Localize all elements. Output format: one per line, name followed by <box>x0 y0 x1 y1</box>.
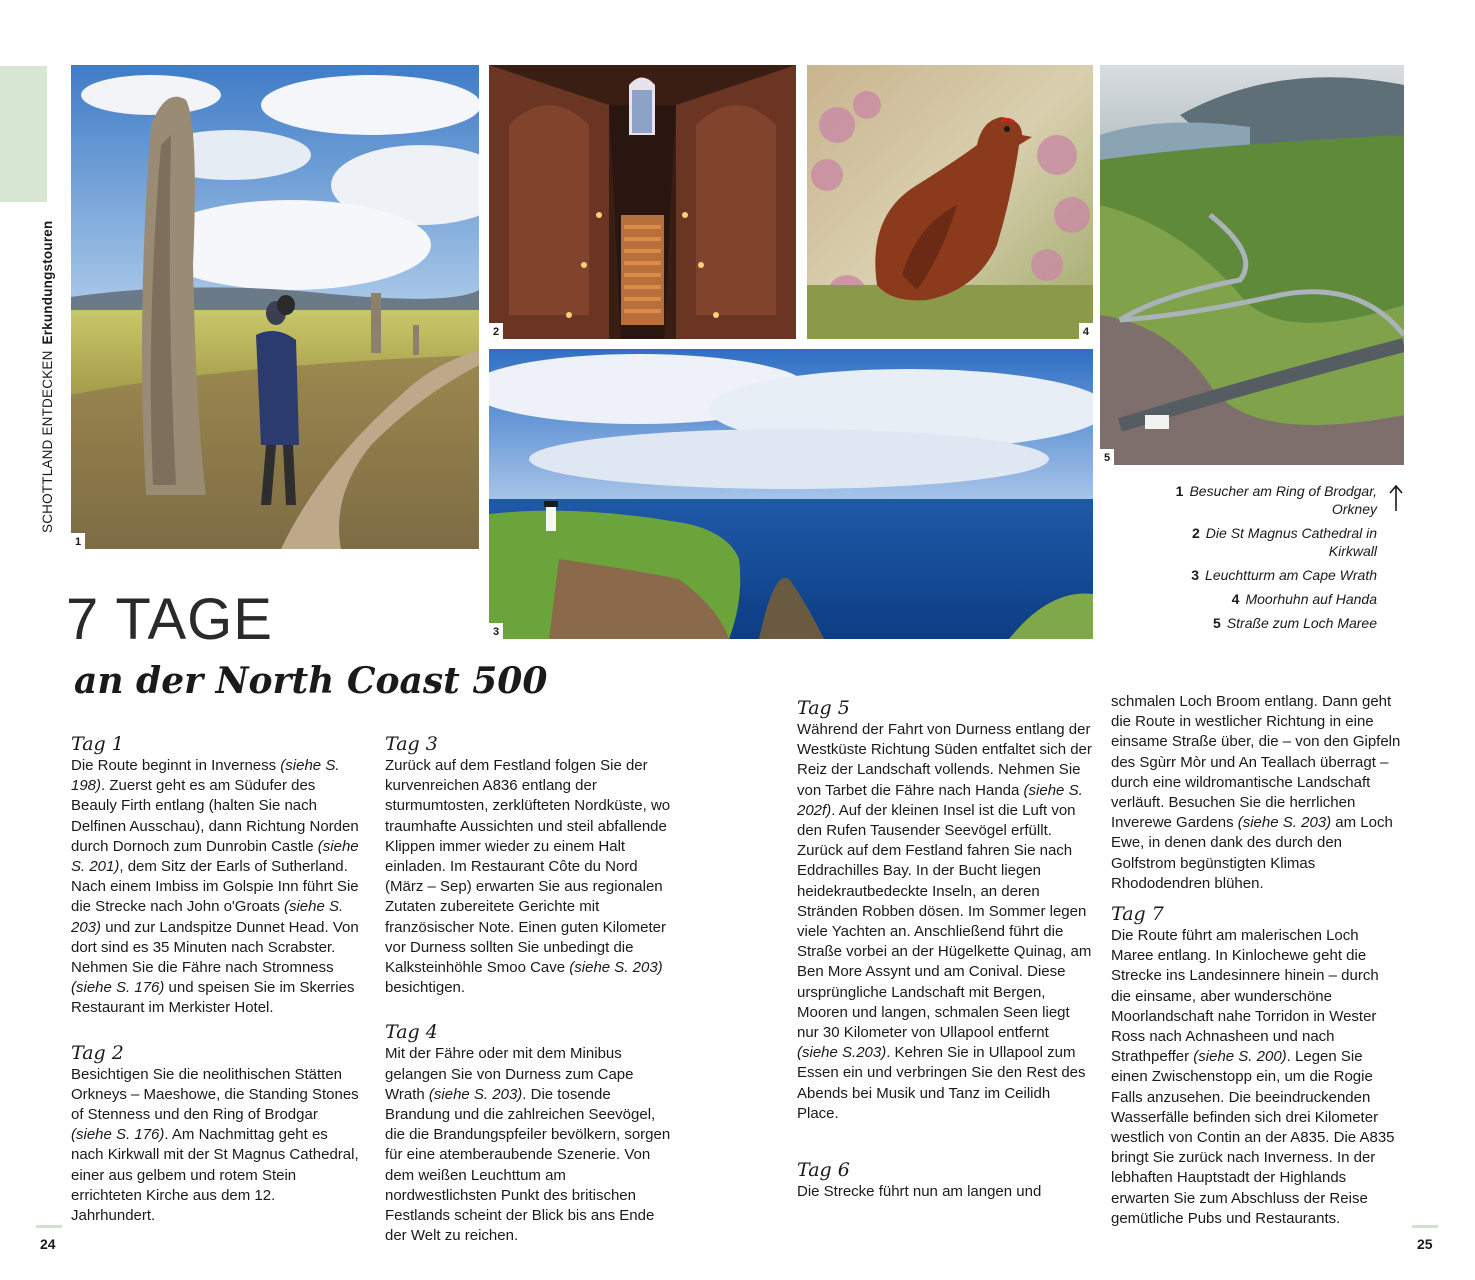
day-text: Besichtigen Sie die neolithischen Stätten Orkneys – Maeshowe, die Standing Stones of Stenness und den Ring of Brodgar (siehe S. 176). Am Nachmittag geht es nach Kirkwall mit der St Magnus Cathedral, einer aus gelbem und rotem Stein errichteten Kirche aus dem 12. Jahrhundert. <box>71 1065 359 1225</box>
column-4-top <box>1111 692 1401 894</box>
day-text: Die Route beginnt in Inverness (siehe S. 198). Zuerst geht es am Südufer des Beauly Firth entlang (halten Sie nach Delfinen Ausschau), dann Richtung Norden durch Dornoch zum Dunrobin Castle (siehe S. 201), dem Sitz der Earls of Sutherland. Nach einem Imbiss im Golspie Inn führt Sie die Strecke nach John o'Groats (siehe S. 203) und zur Landspitze Dunnet Head. Von dort sind es 35 Minuten nach Scrabster. Nehmen Sie die Fähre nach Stromness (siehe S. 176) und speisen Sie im Skerries Restaurant im Merkister Hotel. <box>71 757 359 1017</box>
section-color-tab <box>0 66 47 202</box>
page-number-rule <box>36 1225 62 1228</box>
column-4 <box>1111 902 1401 1229</box>
grouse-bird-photo <box>807 65 1093 339</box>
photo-number: 4 <box>1079 323 1093 339</box>
standing-stone-photo <box>71 65 479 549</box>
photo-number: 1 <box>71 533 85 549</box>
caption-item: 5 Straße zum Loch Maree <box>1213 615 1377 631</box>
caption-item: 2 Die St Magnus Cathedral in Kirkwall <box>1192 525 1377 559</box>
page-number-right: 25 <box>1417 1236 1433 1252</box>
photo-number: 5 <box>1100 449 1114 465</box>
column-1 <box>71 732 361 1226</box>
day-heading: Tag 2 <box>71 1041 124 1064</box>
column-2 <box>385 732 675 1246</box>
page-title: 7 TAGE <box>66 587 273 652</box>
page-number-left: 24 <box>40 1236 56 1252</box>
day-heading: Tag 4 <box>385 1021 438 1044</box>
day-heading: Tag 1 <box>71 733 124 755</box>
running-head-section: Erkundungstouren <box>40 220 55 345</box>
arrow-up-icon <box>1388 484 1404 512</box>
section-running-head <box>41 203 55 533</box>
caption-item: 4 Moorhuhn auf Handa <box>1231 591 1377 607</box>
page-number-rule <box>1412 1225 1438 1228</box>
valley-road-photo <box>1100 65 1404 465</box>
page-subtitle: an der North Coast 500 <box>74 660 548 702</box>
photo-number: 3 <box>489 623 503 639</box>
day-heading: Tag 5 <box>797 697 850 719</box>
day-text: Während der Fahrt von Durness entlang der Westküste Richtung Süden entfaltet sich der Reiz der Landschaft vollends. Nehmen Sie von Tarbet die Fähre nach Handa (siehe S. 202f). Auf der kleinen Insel ist die Luft von den Rufen Tausender Seevögel erfüllt. Zurück auf dem Festland fahren Sie nach Eddrachilles Bay. In der Bucht liegen heidekrautbedeckte Inseln, an deren Stränden Robben dösen. Im Sommer legen viele Yachten an. Anschließend führt die Straße vorbei an der Hügelkette Quinag, am Ben More Assynt und am Conival. Diese ursprüngliche Landschaft mit Bergen, Mooren und langen, schmalen Seen liegt nur 30 Kilometer von Ullapool entfernt (siehe S.203). Kehren Sie in Ullapool zum Essen ein und verbringen Sie den Rest des Abends bei Musik und Tanz im Ceilidh Place. <box>797 721 1092 1122</box>
day-text: Die Strecke führt nun am langen und <box>797 1183 1042 1201</box>
caption-item: 3 Leuchtturm am Cape Wrath <box>1191 567 1377 583</box>
lighthouse-cliff-photo <box>489 349 1093 639</box>
caption-item: 1 Besucher am Ring of Brodgar, Orkney <box>1175 483 1377 517</box>
column-3 <box>797 696 1093 1221</box>
day-text: Die Route führt am malerischen Loch Maree entlang. In Kinlochewe geht die Strecke ins Landesinnere hinein – durch die einsame, aber wunderschöne Moorlandschaft nahe Torridon in Wester Ross nach Achnasheen und nach Strathpeffer (siehe S. 200). Legen Sie einen Zwischenstopp ein, um die Rogie Falls anzusehen. Die beeindruckenden Wasserfälle befinden sich drei Kilometer westlich von Contin an der A835. Die A835 bringt Sie zurück nach Inverness. In der lebhaften Hauptstadt der Highlands erwarten Sie zum Abschluss der Reise gemütliche Pubs und Restaurants. <box>1111 927 1395 1227</box>
photo-captions <box>1147 482 1377 638</box>
day-heading: Tag 6 <box>797 1159 850 1182</box>
photo-number: 2 <box>489 323 503 339</box>
day-heading: Tag 3 <box>385 733 438 755</box>
cathedral-interior-photo <box>489 65 796 339</box>
day-text: Zurück auf dem Festland folgen Sie der kurvenreichen A836 entlang der sturmumtosten, zerklüfteten Nordküste, wo traumhafte Aussichten und steil abfallende Klippen immer wieder zu einem Halt einladen. Im Restaurant Côte du Nord (März – Sep) erwarten Sie aus regionalen Zutaten zubereitete Gerichte mit französischer Note. Einen guten Kilometer vor Durness sollten Sie unbedingt die Kalksteinhöhle Smoo Cave (siehe S. 203) besichtigen. <box>385 757 671 997</box>
day-heading: Tag 7 <box>1111 903 1164 925</box>
day-text: Mit der Fähre oder mit dem Minibus gelangen Sie von Durness zum Cape Wrath (siehe S. 203). Die tosende Brandung und die zahlreichen Seevögel, die die Brandungspfeiler bevölkern, sorgen für eine atemberaubende Szenerie. Von dem weißen Leuchttum am nordwestlichsten Punkt des britischen Festlands scheint der Blick bis ans Ende der Welt zu reichen. <box>385 1045 671 1245</box>
day-text-continued: schmalen Loch Broom entlang. Dann geht die Route in westlicher Richtung in eine einsame Straße über, die – von den Gipfeln des Sgùrr Mòr und An Teallach überragt – durch eine wildromantische Landschaft verläuft. Besuchen Sie die herrlichen Inverewe Gardens (siehe S. 203) am Loch Ewe, in denen dank des durch den Golfstrom begünstigten Klimas Rhododendren blühen. <box>1111 693 1401 892</box>
running-head-label: SCHOTTLAND ENTDECKEN <box>40 350 55 533</box>
